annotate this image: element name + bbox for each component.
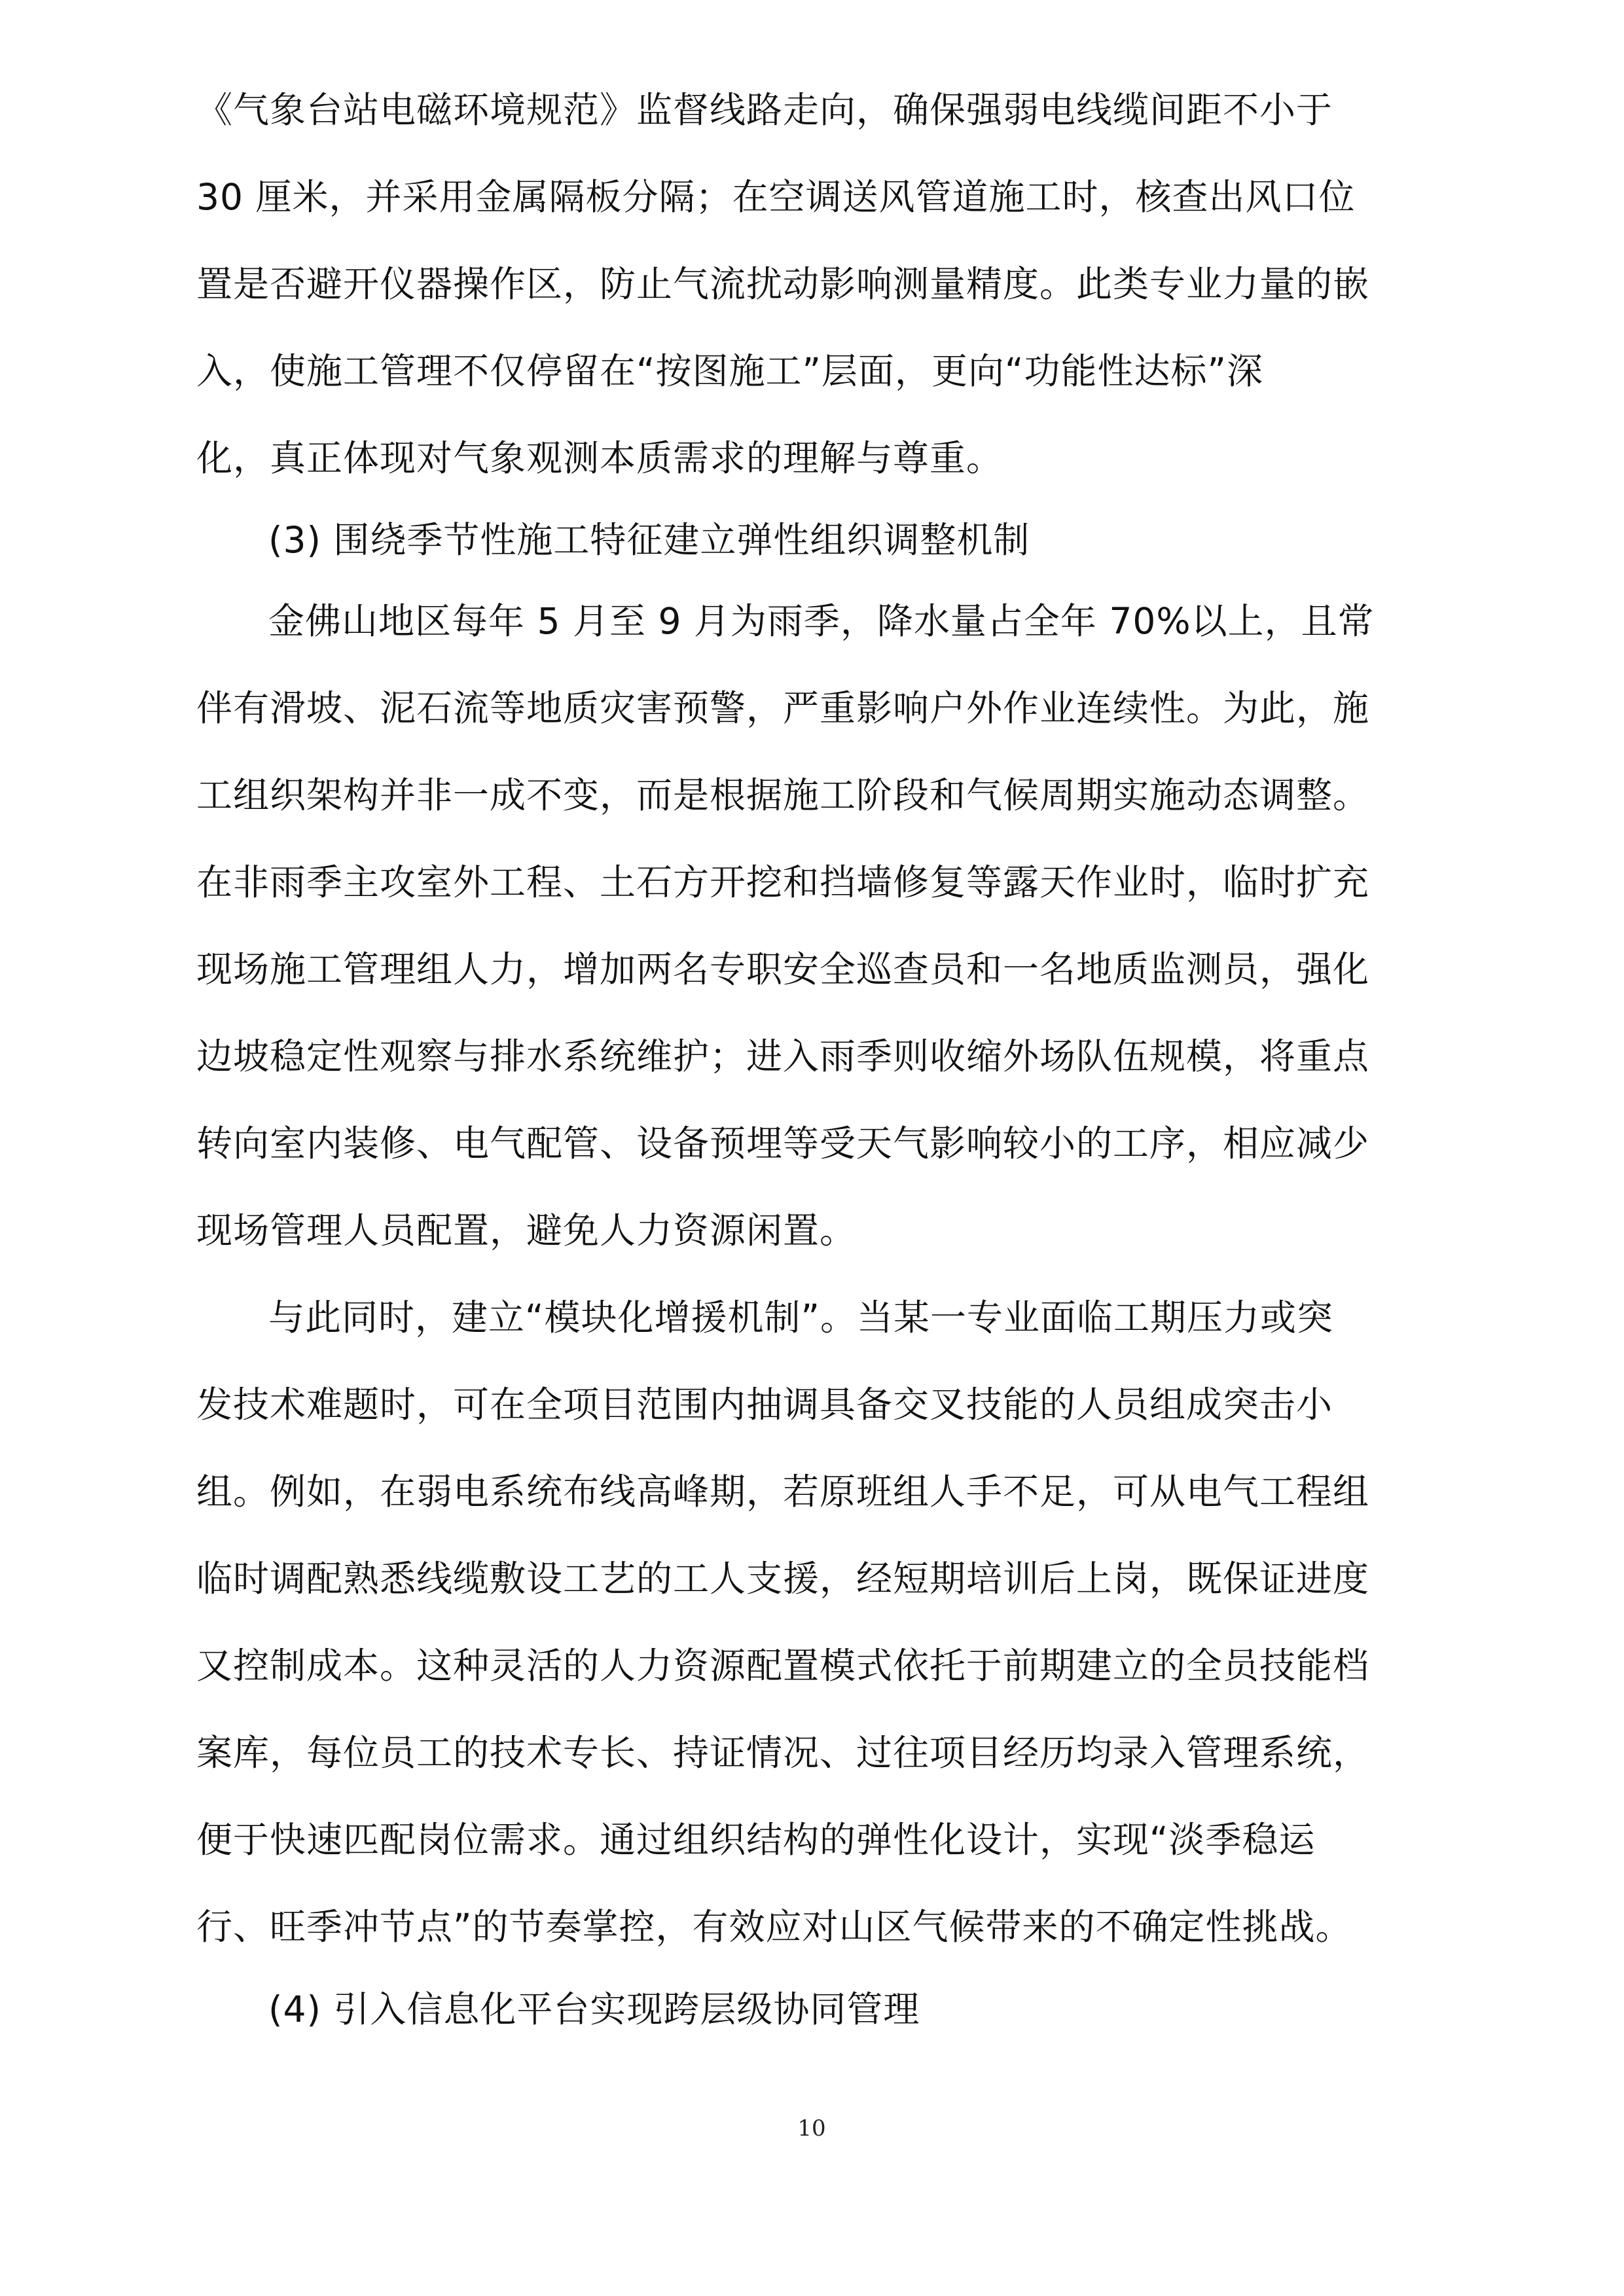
- body-line-7: 金佛山地区每年 5 月至 9 月为雨季，降水量占全年 70%以上，且常: [268, 600, 1375, 642]
- body-line-13: 转向室内装修、电气配管、设备预埋等受天气影响较小的工序，相应减少: [196, 1122, 1370, 1164]
- section-heading-4: (4) 引入信息化平台实现跨层级协同管理: [268, 1988, 920, 2030]
- body-line-21: 便于快速匹配岗位需求。通过组织结构的弹性化设计，实现“淡季稳运: [196, 1819, 1316, 1861]
- page-number: 10: [797, 2115, 826, 2142]
- body-line-8: 伴有滑坡、泥石流等地质灾害预警，严重影响户外作业连续性。为此，施: [196, 687, 1370, 729]
- body-line-10: 在非雨季主攻室外工程、土石方开挖和挡墙修复等露天作业时，临时扩充: [196, 861, 1370, 903]
- body-line-17: 组。例如，在弱电系统布线高峰期，若原班组人手不足，可从电气工程组: [196, 1471, 1370, 1513]
- body-line-1: 《气象台站电磁环境规范》监督线路走向，确保强弱电线缆间距不小于: [196, 89, 1333, 131]
- body-line-3: 置是否避开仪器操作区，防止气流扰动影响测量精度。此类专业力量的嵌: [196, 263, 1370, 305]
- body-line-4: 入，使施工管理不仅停留在“按图施工”层面，更向“功能性达标”深: [196, 350, 1263, 392]
- section-heading-3: (3) 围绕季节性施工特征建立弹性组织调整机制: [268, 519, 1030, 561]
- body-line-11: 现场施工管理组人力，增加两名专职安全巡查员和一名地质监测员，强化: [196, 948, 1370, 990]
- body-line-16: 发技术难题时，可在全项目范围内抽调具备交叉技能的人员组成突击小: [196, 1384, 1333, 1426]
- body-line-18: 临时调配熟悉线缆敷设工艺的工人支援，经短期培训后上岗，既保证进度: [196, 1558, 1370, 1600]
- body-line-19: 又控制成本。这种灵活的人力资源配置模式依托于前期建立的全员技能档: [196, 1645, 1370, 1687]
- body-line-22: 行、旺季冲节点”的节奏掌控，有效应对山区气候带来的不确定性挑战。: [196, 1906, 1352, 1948]
- body-line-15: 与此同时，建立“模块化增援机制”。当某一专业面临工期压力或突: [268, 1297, 1333, 1338]
- body-line-5: 化，真正体现对气象观测本质需求的理解与尊重。: [196, 437, 1003, 479]
- body-line-14: 现场管理人员配置，避免人力资源闲置。: [196, 1210, 857, 1251]
- body-line-2: 30 厘米，并采用金属隔板分隔；在空调送风管道施工时，核查出风口位: [196, 176, 1356, 218]
- body-line-12: 边坡稳定性观察与排水系统维护；进入雨季则收缩外场队伍规模，将重点: [196, 1035, 1370, 1077]
- body-line-9: 工组织架构并非一成不变，而是根据施工阶段和气候周期实施动态调整。: [196, 774, 1370, 816]
- body-line-20: 案库，每位员工的技术专长、持证情况、过往项目经历均录入管理系统，: [196, 1732, 1370, 1774]
